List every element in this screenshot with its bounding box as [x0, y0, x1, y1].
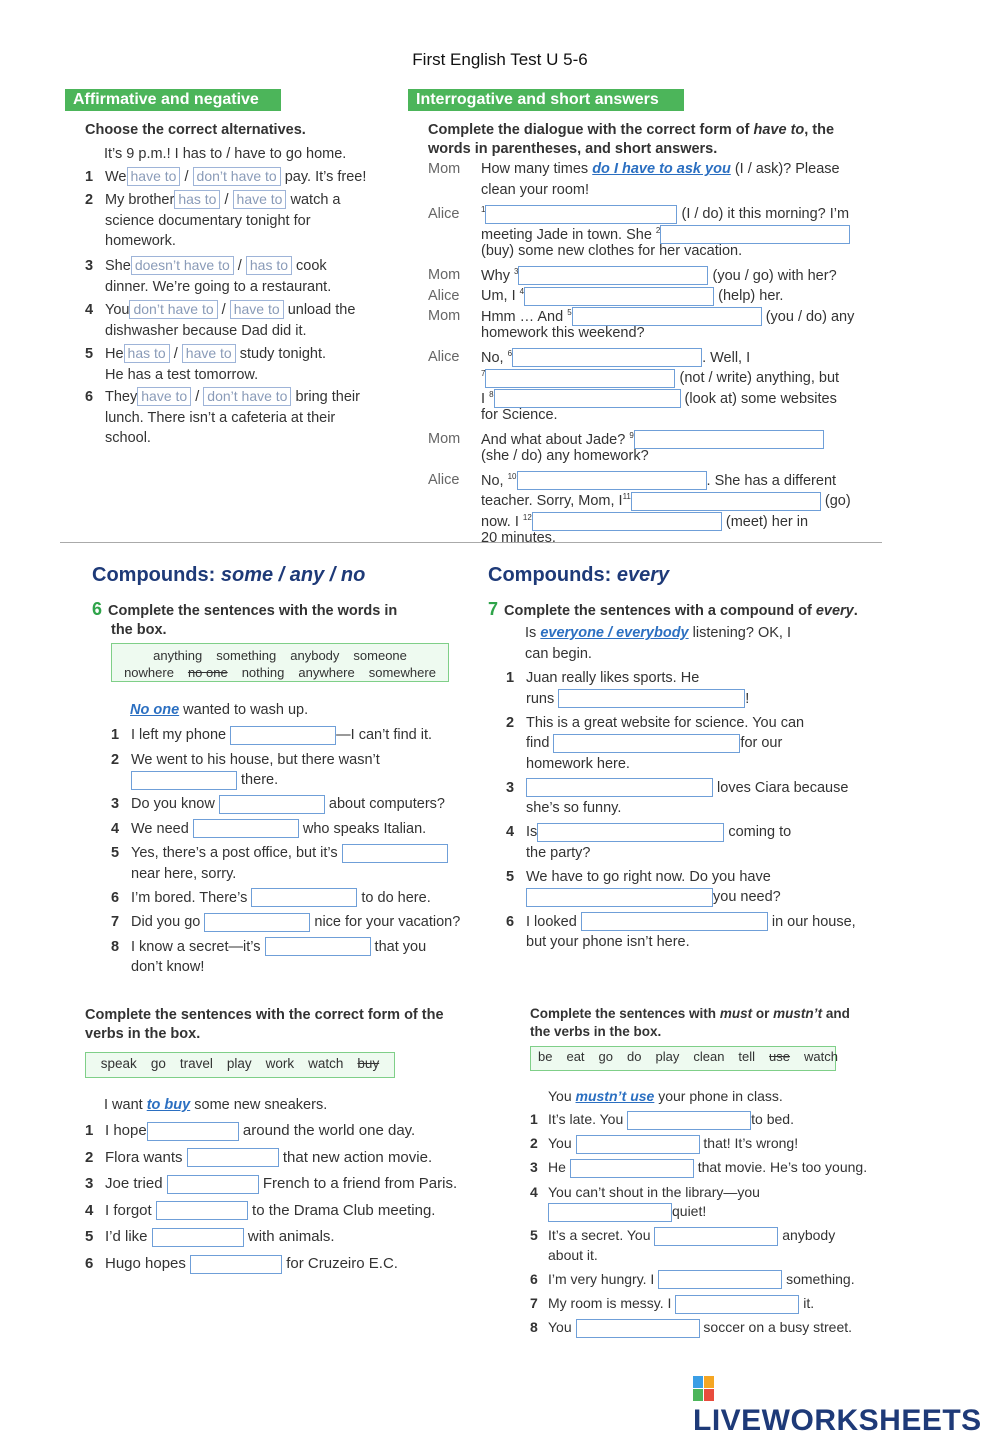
answer-input[interactable] — [526, 888, 713, 907]
dialogue: Mom How many times do I have to ask you (I / ask)? Please clean your room! Alice $^1$ (I / do) it this morning? I’m meeting Jade in town. She $^2$ (buy) some new clothes for her vacation. Mom Why $^3$ (you / go) with her? Alice Um, I $^4$ (help) her. Mom Hmm … And $^5$ (you / do) any homework this weekend? Alice No, $^6$ . Well, I $^7$ (not / write) anything, but I $^8$ (look at) some websites for Science. Mom And what about Jade? $^9$ (she / do) any homework? Alice No, $^{10}$ . She has a different teacher. Sorry, Mom, $I^{11}$ (go) now. I $^{12}$ (meet) her in 20 minutes. — [428, 161, 855, 546]
answer-input[interactable] — [251, 888, 357, 907]
answer-input[interactable] — [152, 1228, 244, 1247]
s4-title: Compounds: every — [488, 564, 670, 586]
answer-input[interactable] — [190, 1255, 282, 1274]
section-divider — [60, 542, 882, 543]
s1-item: 2 My brother has to / have to watch a science documentary tonight for homework. — [85, 191, 341, 249]
s4-items: 1 Juan really likes sports. He runs ! 2 This is a great website for science. You can find for our homework here. 3 loves Ciara because she’s so funny. 4 Is coming to the party? 5 We have to go right now. Do you have you need? 6 I looked in our house, but your phone isn’t here. — [506, 670, 856, 950]
answer-input[interactable] — [342, 844, 448, 863]
s4-example: Is everyone / everybody listening? OK, I can begin. — [525, 625, 791, 662]
answer-input[interactable] — [131, 771, 237, 790]
option-2[interactable]: have to — [182, 344, 236, 363]
word-box-verbs: speak go travel play work watch buy — [85, 1052, 395, 1078]
s5-items: 1 I hope around the world one day. 2 Flora wants that new action movie. 3 Joe tried French to a friend from Paris. 4 I forgot to the Drama Club meeting. 5 I’d like with animals. 6 Hugo hopes for Cruzeiro E.C. — [85, 1122, 458, 1272]
option-1[interactable]: have to — [137, 387, 191, 406]
s5-example: I want to buy some new sneakers. — [104, 1097, 328, 1113]
answer-input-12[interactable] — [532, 512, 722, 531]
option-2[interactable]: don’t have to — [203, 387, 291, 406]
answer-input[interactable] — [553, 734, 740, 753]
option-2[interactable]: don’t have to — [193, 167, 281, 186]
answer-input[interactable] — [537, 823, 724, 842]
answer-input[interactable] — [581, 912, 768, 931]
option-1[interactable]: has to — [124, 344, 170, 363]
s1-item: 4 You don’t have to / have to unload the dishwasher because Dad did it. — [85, 301, 356, 339]
s3-items: 1 I left my phone —I can’t find it. 2 We went to his house, but there wasn’t there. 3 Do you know about computers? 4 We need who speaks Italian. 5 Yes, there’s a post office, but it’s near here, sorry. 6 I’m bored. There’s to do here. 7 Did you go nice for your vacation? 8 I know a secret—it’s that you don’t know! — [111, 727, 461, 975]
answer-input[interactable] — [576, 1135, 700, 1154]
answer-input[interactable] — [187, 1148, 279, 1167]
option-2[interactable]: have to — [233, 190, 287, 209]
answer-input[interactable] — [193, 819, 299, 838]
s2-instruction: Complete the dialogue with the correct form of have to, the words in parentheses, and short answers. — [428, 122, 835, 157]
s3-title: Compounds: some / any / no — [92, 564, 366, 586]
s6-instruction: Complete the sentences with must or mustn’t and the verbs in the box. — [530, 1006, 850, 1039]
answer-input[interactable] — [526, 778, 713, 797]
example-answer: do I have to ask you — [592, 161, 731, 177]
answer-input[interactable] — [167, 1175, 259, 1194]
option-1[interactable]: don’t have to — [129, 300, 217, 319]
answer-input[interactable] — [204, 913, 310, 932]
s6-items: 1 It’s late. You to bed. 2 You that! It’s wrong! 3 He that movie. He’s too young. 4 You can’t shout in the library—you quiet! 5 It’s a secret. You anybody about it. 6 I’m very hungry. I something. 7 My room is messy. I it. 8 You soccer on a busy street. — [530, 1110, 890, 1342]
word-box-6: anything something anybody someone nowhere no one nothing anywhere somewhere — [111, 643, 449, 682]
option-2[interactable]: has to — [246, 256, 292, 275]
option-1[interactable]: have to — [127, 167, 181, 186]
answer-input[interactable] — [156, 1201, 248, 1220]
answer-input[interactable] — [627, 1111, 751, 1130]
s1-instruction: Choose the correct alternatives. — [85, 122, 306, 138]
logo-grid-icon — [693, 1376, 715, 1402]
s1-item: 1 We have to / don’t have to pay. It’s free! — [85, 168, 367, 185]
s1-example: It’s 9 p.m.! I has to / have to go home. — [104, 146, 347, 162]
answer-input-9[interactable] — [634, 430, 824, 449]
s1-item: 6 They have to / don’t have to bring their lunch. There isn’t a cafeteria at their school. — [85, 388, 360, 446]
s5-instruction: Complete the sentences with the correct form of the verbs in the box. — [85, 1007, 444, 1042]
liveworksheets-logo: LIVEWORKSHEETS — [693, 1376, 1000, 1438]
page-title: First English Test U 5-6 — [412, 50, 588, 69]
s1-item: 3 She doesn’t have to / has to cook dinner. We’re going to a restaurant. — [85, 257, 332, 295]
s4-instruction: 7 Complete the sentences with a compound of every. — [488, 599, 858, 619]
s1-item: 5 He has to / have to study tonight. He has a test tomorrow. — [85, 345, 326, 383]
section-header-affirmative: Affirmative and negative — [65, 89, 281, 111]
section-header-interrogative: Interrogative and short answers — [408, 89, 684, 111]
word-box-must: be eat go do play clean tell use watch — [530, 1046, 836, 1071]
answer-input[interactable] — [675, 1295, 799, 1314]
s1-items — [85, 167, 405, 453]
answer-input[interactable] — [265, 937, 371, 956]
option-1[interactable]: doesn’t have to — [131, 256, 234, 275]
answer-input[interactable] — [548, 1203, 672, 1222]
option-2[interactable]: have to — [230, 300, 284, 319]
s3-example: No one wanted to wash up. — [130, 702, 309, 718]
answer-input[interactable] — [576, 1319, 700, 1338]
s6-example: You mustn’t use your phone in class. — [548, 1088, 783, 1104]
option-1[interactable]: has to — [174, 190, 220, 209]
answer-input[interactable] — [658, 1270, 782, 1289]
answer-input[interactable] — [654, 1227, 778, 1246]
answer-input[interactable] — [147, 1122, 239, 1141]
answer-input[interactable] — [219, 795, 325, 814]
s3-instruction: 6 Complete the sentences with the words in the box. — [92, 599, 398, 638]
answer-input[interactable] — [230, 726, 336, 745]
answer-input[interactable] — [570, 1159, 694, 1178]
answer-input[interactable] — [558, 689, 745, 708]
